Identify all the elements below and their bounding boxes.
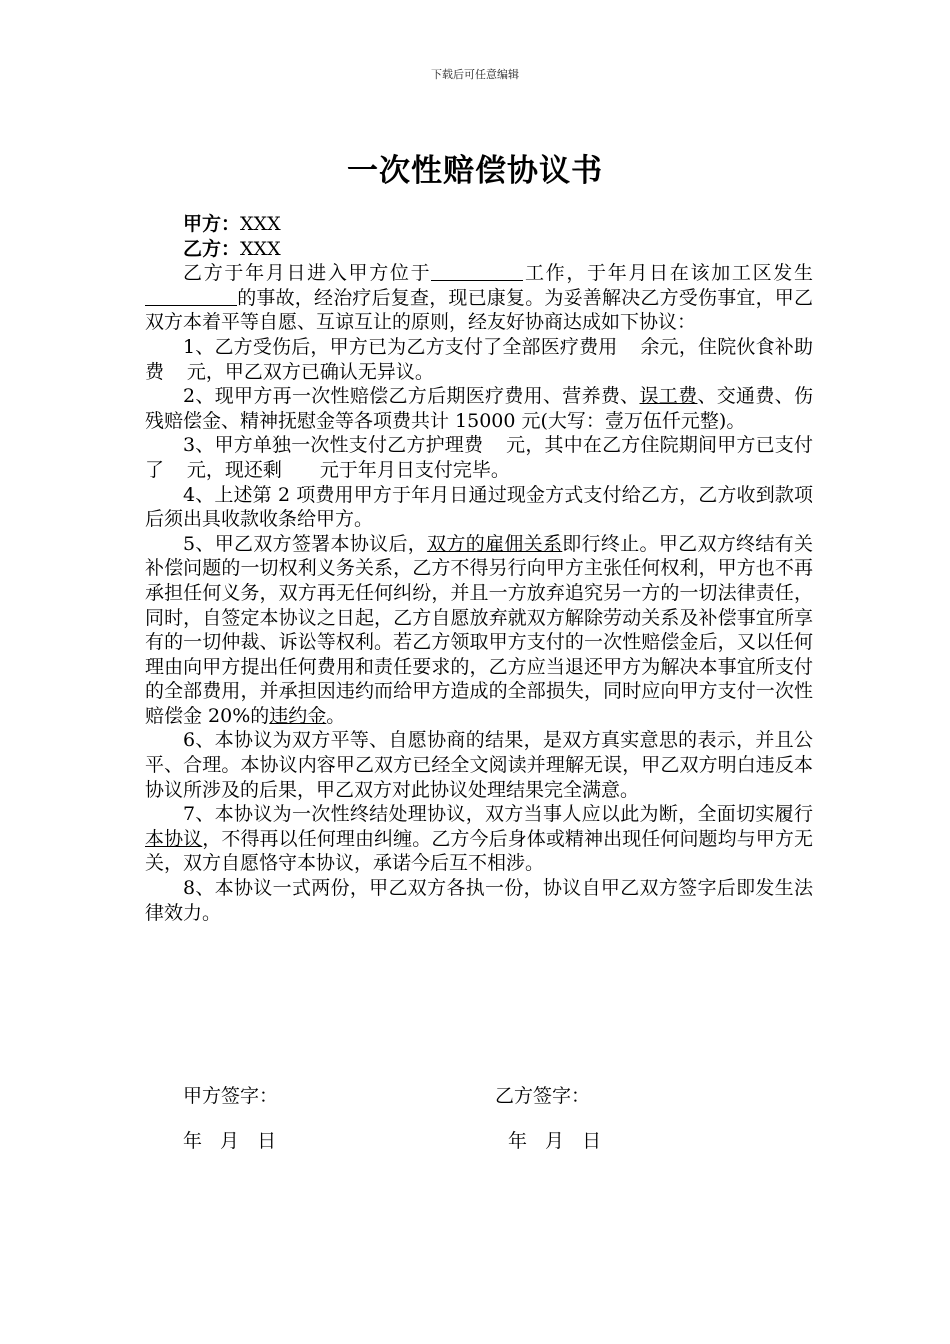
party-b-date: 年 月 日 <box>508 1130 608 1152</box>
clause-2-text-2: 、交通费、伤残赔偿金、精神抚慰金等各项费共计 15000 元(大写：壹万伍仟元整)。 <box>145 385 813 432</box>
agreement-body <box>145 212 813 925</box>
clause-1-text-1: 1、乙方受伤后，甲方已为乙方支付了全部医疗费用 <box>183 335 618 358</box>
document-title: 一次性赔偿协议书 <box>347 153 603 189</box>
clause-2 <box>145 384 813 433</box>
clause-3 <box>145 433 813 482</box>
penalty-link[interactable]: 违约金 <box>269 704 327 727</box>
party-a-date: 年 月 日 <box>183 1130 283 1152</box>
clause-5-text-3: 。 <box>326 704 346 727</box>
header-note: 下载后可任意编辑 <box>431 68 519 81</box>
party-a-value: XXX <box>240 213 281 235</box>
clause-5 <box>145 532 813 729</box>
clause-1-text-3: 元，甲乙双方已确认无异议。 <box>186 360 434 383</box>
clause-3-text-2: 元，其中在乙方住院期间甲方已支付了 <box>145 434 813 481</box>
intro-text-3: 的事故，经治疗后复查，现已康复。为妥善解决乙方受伤事宜，甲乙双方本着平等自愿、互谅互让的原则，经友好协商达成如下协议： <box>145 286 813 334</box>
clause-4: 4、上述第 2 项费用甲方于年月日通过现金方式支付给乙方，乙方收到款项后须出具收款收条给甲方。 <box>145 483 813 531</box>
intro-text-1: 乙方于年月日进入甲方位于 <box>183 262 432 285</box>
party-a-label: 甲方： <box>183 213 241 235</box>
clause-2-text-1: 2、现甲方再一次性赔偿乙方后期医疗费用、营养费、 <box>183 385 640 408</box>
party-b-value: XXX <box>240 237 281 260</box>
incident-blank[interactable] <box>145 286 237 306</box>
lost-wages-link[interactable]: 误工费 <box>639 385 698 408</box>
clause-6: 6、本协议为双方平等、自愿协商的结果，是双方真实意思的表示，并且公平、合理。本协议内容甲乙双方已经全文阅读并理解无误，甲乙双方明白违反本协议所涉及的后果，甲乙双方对此协议处理结果完全满意。 <box>145 729 813 801</box>
intro-text-2: 工作，于年月日在该加工区发生 <box>523 262 813 285</box>
clause-3-text-3: 元，现还剩 <box>186 458 282 481</box>
clause-7 <box>145 802 813 876</box>
this-agreement-link[interactable]: 本协议 <box>145 827 203 850</box>
party-a-signature-label: 甲方签字： <box>183 1085 279 1107</box>
clause-3-text-1: 3、甲方单独一次性支付乙方护理费 <box>183 434 484 457</box>
workplace-blank[interactable] <box>431 261 523 281</box>
party-a-line <box>145 212 813 237</box>
clause-7-text-2: ，不得再以任何理由纠缠。乙方今后身体或精神出现任何问题均与甲方无关，双方自愿恪守本协议，承诺今后互不相涉。 <box>145 827 813 875</box>
clause-7-text-1: 7、本协议为一次性终结处理协议，双方当事人应以此为断，全面切实履行 <box>183 803 813 826</box>
clause-3-text-4: 元于年月日支付完毕。 <box>319 458 510 481</box>
clause-8: 8、本协议一式两份，甲乙双方各执一份，协议自甲乙双方签字后即发生法律效力。 <box>145 877 813 924</box>
clause-1 <box>145 335 813 384</box>
party-b-line <box>145 237 813 262</box>
intro-paragraph <box>145 261 813 335</box>
employment-relation-link[interactable]: 双方的雇佣关系 <box>427 532 563 555</box>
clause-5-text-2: 即行终止。甲乙双方终结有关补偿问题的一切权利义务关系，乙方不得另行向甲方主张任何权利，甲方也不再承担任何义务，双方再无任何纠纷，并且一方放弃追究另一方的一切法律责任，同时，自签定本协议之日起，乙方自愿放弃就双方解除劳动关系及补偿事宜所享有的一切仲裁、诉讼等权利。若乙方领取甲方支付的一次性赔偿金后，又以任何理由向甲方提出任何费用和责任要求的，乙方应当退还甲方为解决本事宜所支付的全部费用，并承担因违约而给甲方造成的全部损失，同时应向甲方支付一次性赔偿金 20%的 <box>145 532 813 727</box>
party-b-signature-label: 乙方签字： <box>495 1085 591 1107</box>
clause-1-text-2: 余元，住院伙食补助费 <box>145 335 813 383</box>
party-b-label: 乙方： <box>183 237 241 260</box>
clause-5-text-1: 5、甲乙双方签署本协议后， <box>183 532 428 555</box>
